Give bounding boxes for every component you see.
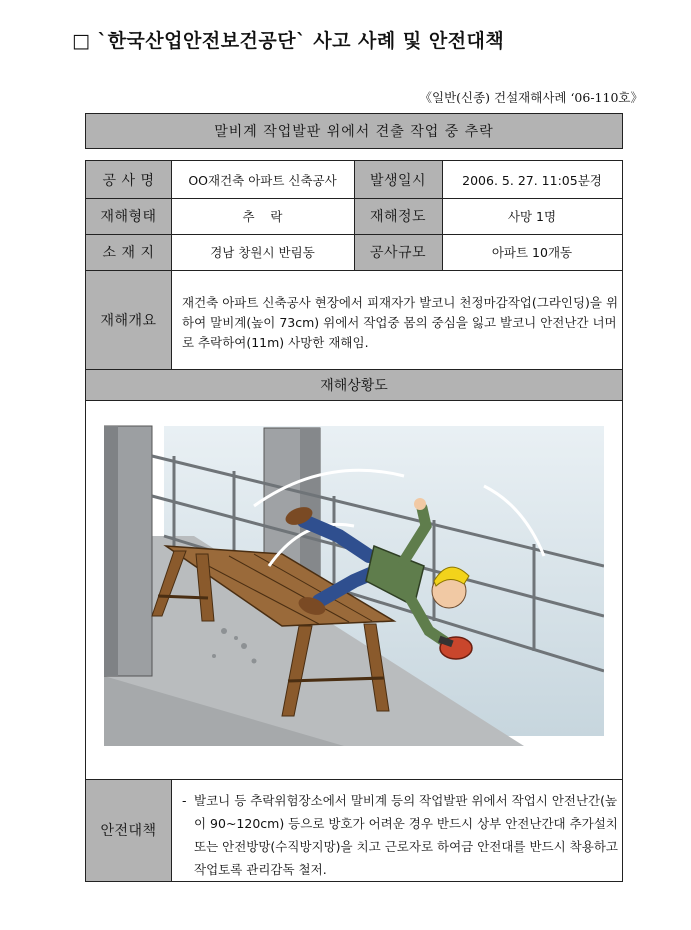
divider [86, 198, 622, 199]
measures-text: 발코니 등 추락위험장소에서 말비계 등의 작업발판 위에서 작업시 안전난간(높이 90~120cm) 등으로 방호가 어려운 경우 반드시 상부 안전난간대 추가설치 또는 안전방망(수직방지망)을 치고 근로자로 하여금 안전대를 반드시 착용하고 작업토록 관리감독 철저. [194, 793, 618, 877]
divider [86, 234, 622, 235]
label-project: 공 사 명 [86, 161, 171, 198]
divider [171, 779, 172, 881]
label-location: 소 재 지 [86, 234, 171, 270]
checkbox-icon: □ [72, 30, 91, 52]
accident-case-table [85, 160, 623, 882]
label-measures: 안전대책 [86, 779, 171, 881]
label-date: 발생일시 [354, 161, 442, 198]
heading-text: `한국산업안전보건공단` 사고 사례 및 안전대책 [97, 30, 505, 52]
value-date: 2006. 5. 27. 11:05분경 [462, 172, 602, 188]
banner-title: 말비계 작업발판 위에서 견출 작업 중 추락 [85, 113, 623, 149]
reference-number: 《일반(신종) 건설재해사례 ‘06-110호》 [419, 90, 643, 105]
divider [86, 270, 622, 271]
label-severity: 재해정도 [354, 198, 442, 234]
divider [86, 779, 622, 780]
value-project: OO재건축 아파트 신축공사 [188, 172, 337, 188]
left-wall-shade [104, 426, 118, 676]
value-location: 경남 창원시 반림동 [210, 245, 315, 260]
column-shade [300, 428, 320, 578]
label-summary: 재해개요 [86, 270, 171, 369]
divider [86, 400, 622, 401]
measures-block [182, 789, 618, 881]
summary-text: 재건축 아파트 신축공사 현장에서 피재자가 발코니 천정마감작업(그라인딩)을 위하여 말비계(높이 73cm) 위에서 작업중 몸의 중심을 잃고 발코니 안전난간 너머로 추락하여(11m) 사망한 재해임. [182, 295, 619, 350]
label-scale: 공사규모 [354, 234, 442, 270]
accident-illustration [104, 416, 604, 746]
divider [354, 161, 355, 270]
document-heading [72, 26, 504, 53]
divider [442, 161, 443, 270]
value-scale: 아파트 10개동 [491, 245, 573, 260]
label-type: 재해형태 [86, 198, 171, 234]
value-type: 추 락 [242, 209, 283, 224]
situation-header: 재해상황도 [86, 369, 622, 400]
divider [171, 161, 172, 369]
value-severity: 사망 1명 [507, 209, 557, 224]
divider [86, 369, 622, 370]
measures-dash: - [182, 793, 187, 808]
